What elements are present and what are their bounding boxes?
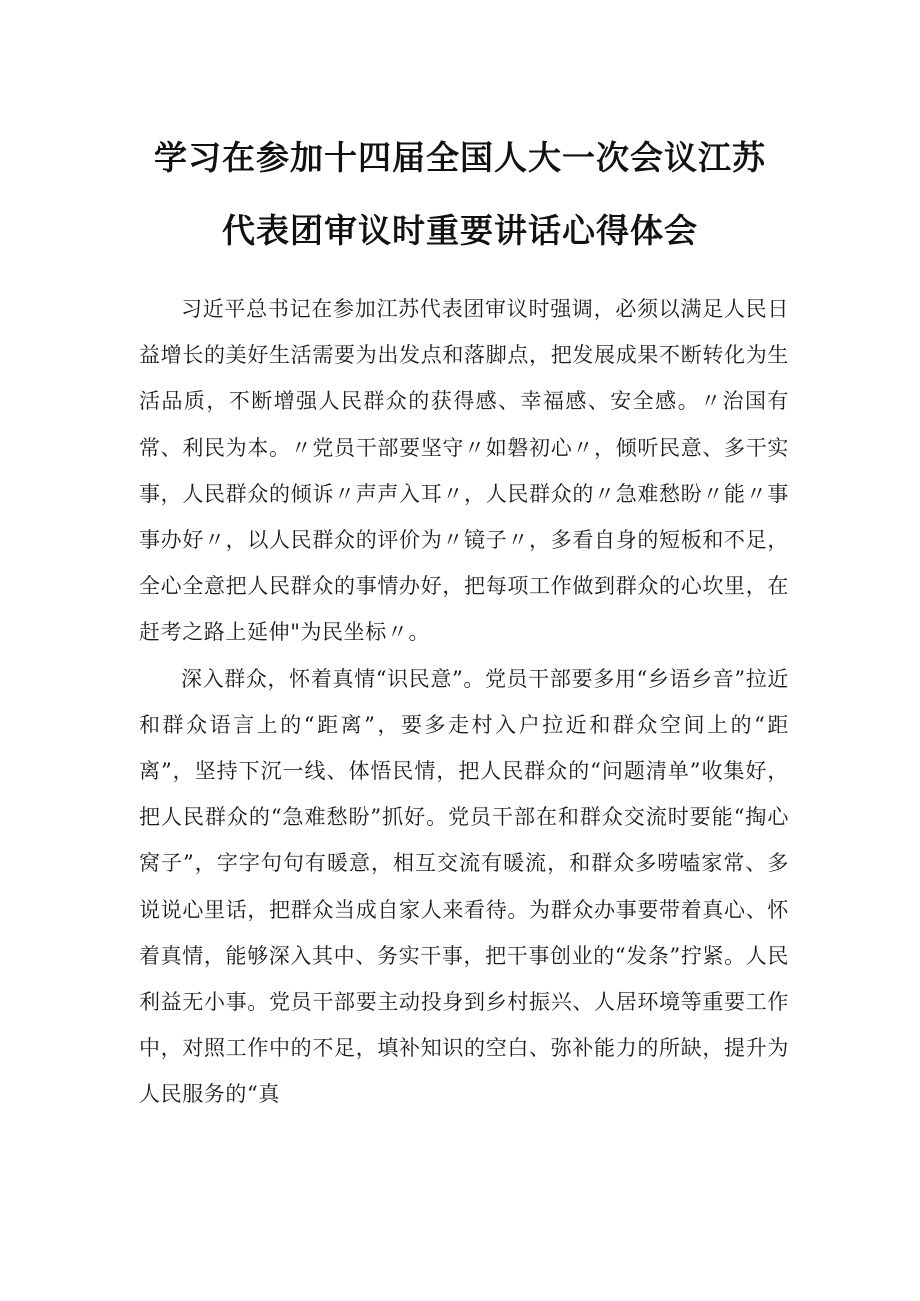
document-title-line-2: 代表团审议时重要讲话心得体会 xyxy=(222,211,698,250)
body-paragraph-1: 习近平总书记在参加江苏代表团审议时强调，必须以满足人民日益增长的美好生活需要为出发点和落脚点，把发展成果不断转化为生活品质，不断增强人民群众的获得感、幸福感、安全感。〃治国有常、利民为本。〃党员干部要坚守〃如磐初心〃，倾听民意、多干实事，人民群众的倾诉〃声声入耳〃，人民群众的〃急难愁盼〃能〃事事办好〃，以人民群众的评价为〃镜子〃，多看自身的短板和不足，全心全意把人民群众的事情办好，把每项工作做到群众的心坎里，在赶考之路上延伸"为民坐标〃。 xyxy=(139,297,789,645)
document-title-line-1: 学习在参加十四届全国人大一次会议江苏 xyxy=(154,138,766,177)
document-body xyxy=(139,286,789,1118)
body-paragraph-2: 深入群众，怀着真情“识民意”。党员干部要多用“乡语乡音”拉近和群众语言上的“距离”，要多走村入户拉近和群众空间上的“距离”，坚持下沉一线、体悟民情，把人民群众的“问题清单”收集好，把人民群众的“急难愁盼”抓好。党员干部在和群众交流时要能“掏心窝子”，字字句句有暖意，相互交流有暖流，和群众多唠嗑家常、多说说心里话，把群众当成自家人来看待。为群众办事要带着真心、怀着真情，能够深入其中、务实干事，把干事创业的“发条”拧紧。人民利益无小事。党员干部要主动投身到乡村振兴、人居环境等重要工作中，对照工作中的不足，填补知识的空白、弥补能力的所缺，提升为人民服务的“真 xyxy=(139,666,789,1107)
